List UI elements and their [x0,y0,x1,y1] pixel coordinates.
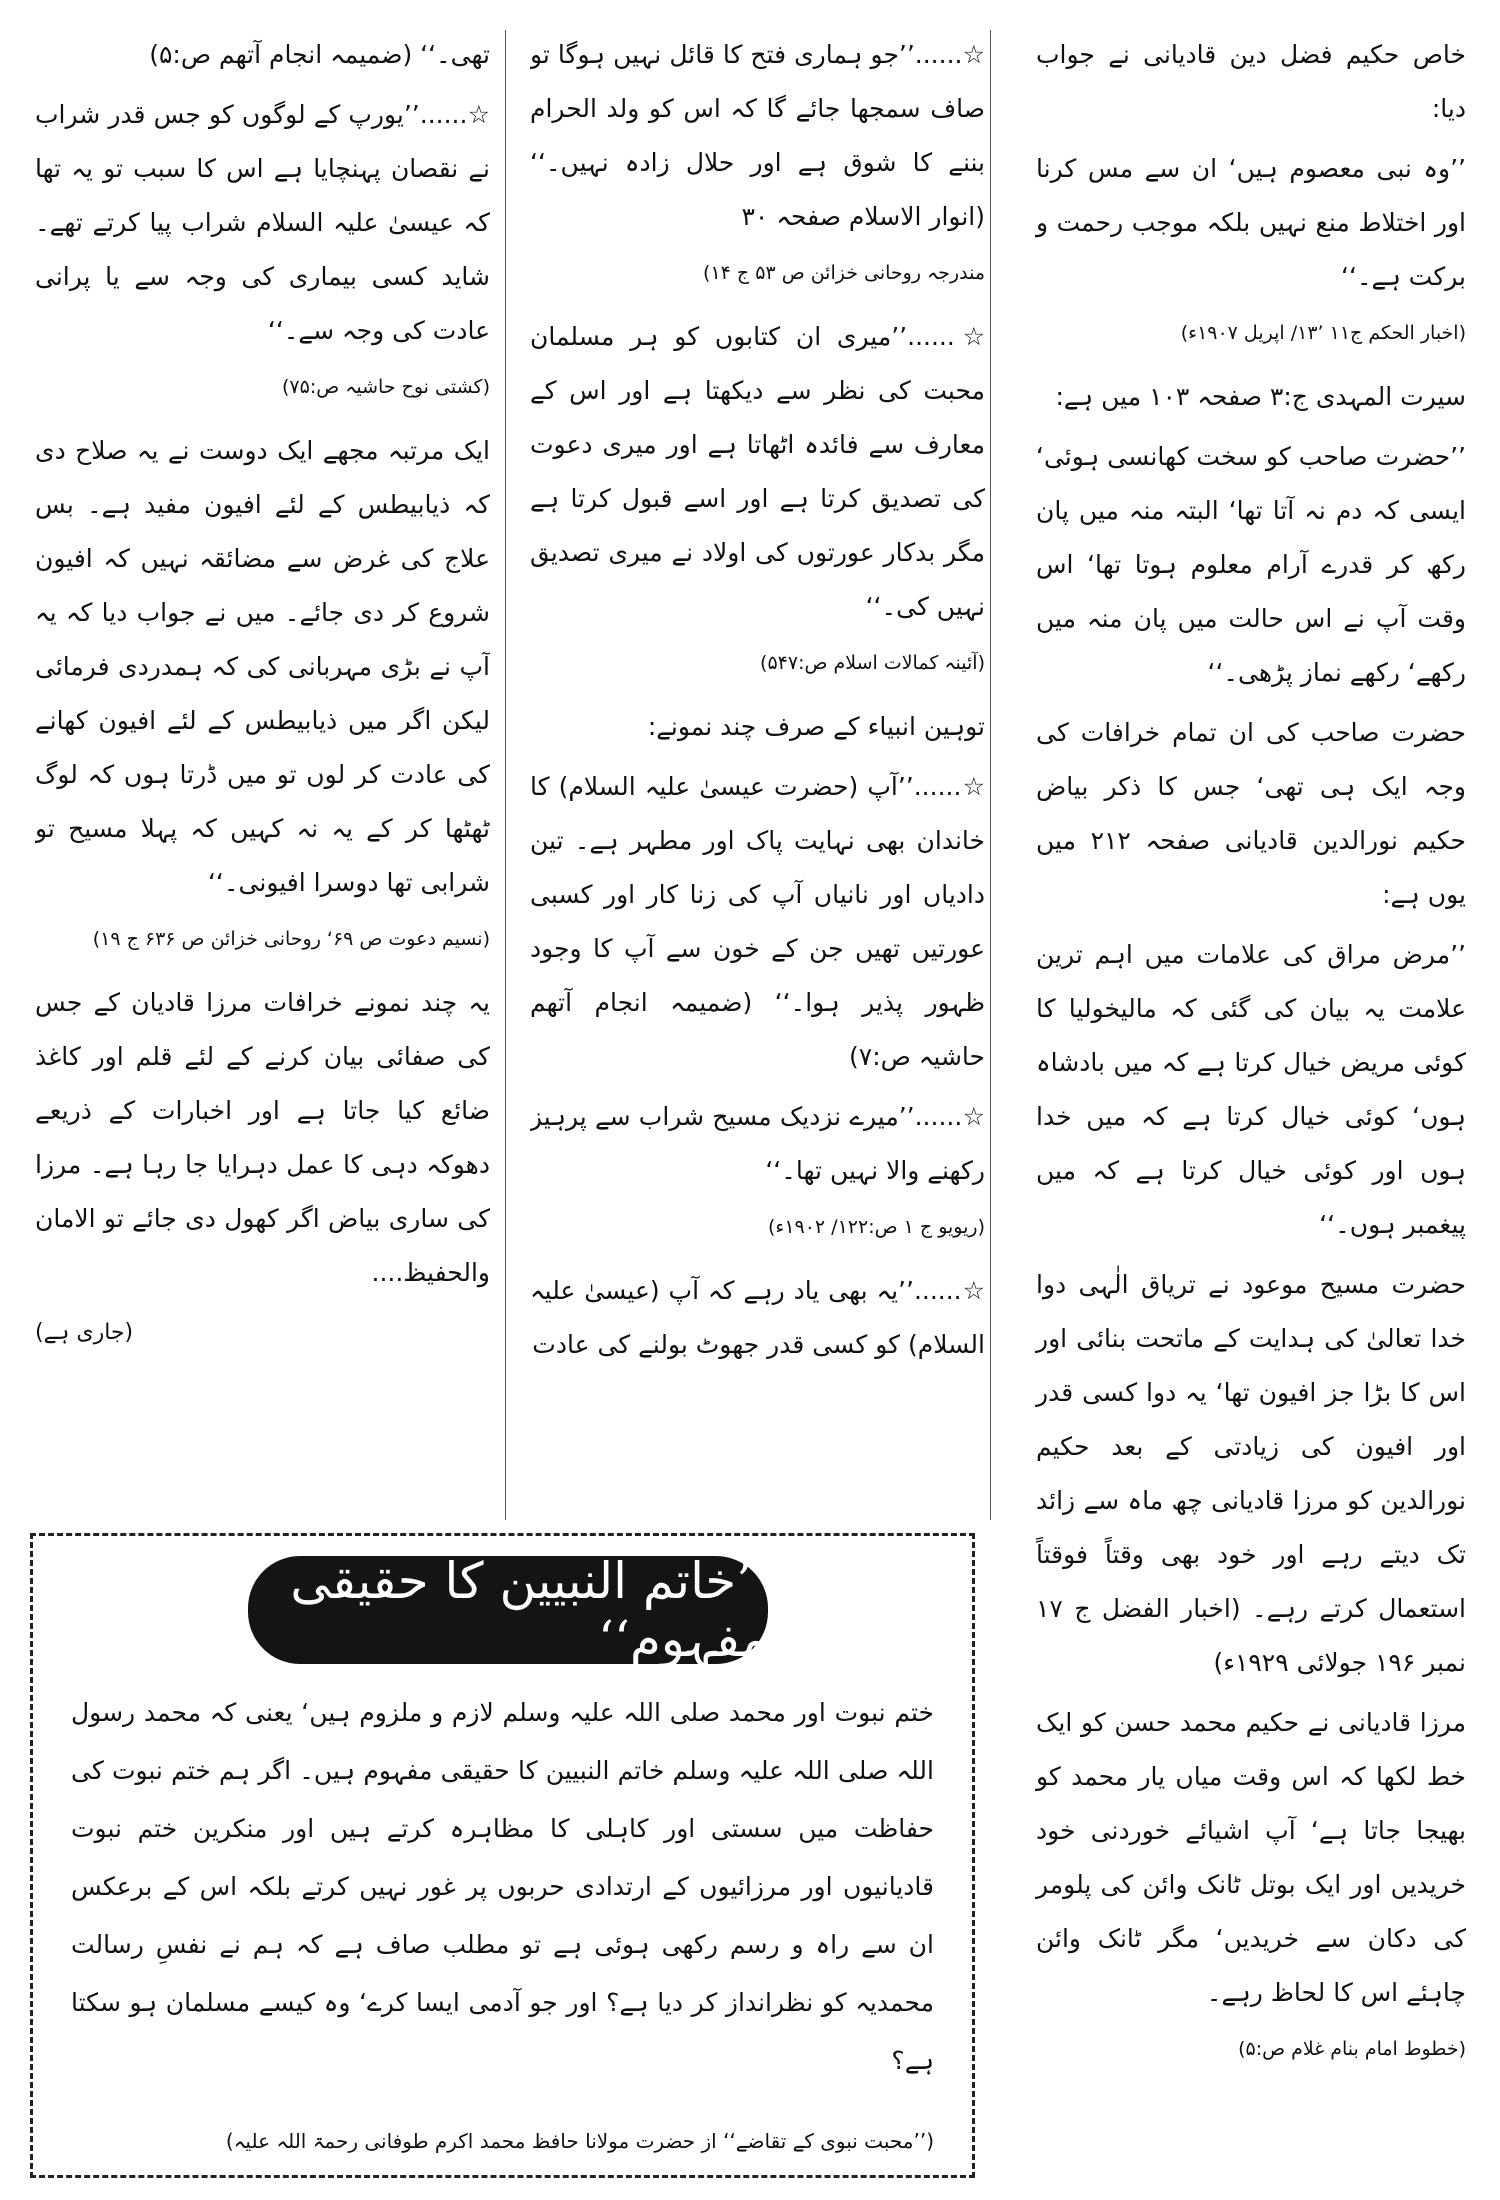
continued-label: (جاری ہے) [35,1320,134,1345]
subheading: توہین انبیاء کے صرف چند نمونے: [647,712,985,741]
box-citation: (’’محبت نبوی کے تقاضے‘‘ از حضرت مولانا حافظ محمد اکرم طوفانی رحمۃ اللہ علیہ) [225,2129,934,2153]
middle-column [530,28,985,1553]
left-column [35,28,490,1553]
citation: (نسیم دعوت ص ۶۹‘ روحانی خزائن ص ۶۳۶ ج ۱۹) [92,928,490,950]
paragraph: حضرت صاحب کی ان تمام خرافات کی وجہ ایک ہی تھی‘ جس کا ذکر بیاض حکیم نورالدین قادیانی صفحہ ۲۱۲ میں یوں ہے: [1036,718,1466,909]
quote: ’’مرض مراق کی علامات میں اہم ترین علامت یہ بیان کی گئی کہ مالیخولیا کا کوئی مریض خیال کرتا ہے کہ میں بادشاہ ہوں‘ کوئی خیال کرتا ہے کہ میں خدا ہوں اور کوئی خیال کرتا ہے کہ میں پیغمبر ہوں۔‘‘ [1036,940,1466,1239]
paragraph: خاص حکیم فضل دین قادیانی نے جواب دیا: [1036,40,1466,123]
column-divider [505,30,506,1520]
paragraph: ایک مرتبہ مجھے ایک دوست نے یہ صلاح دی کہ ذیابیطس کے لئے افیون مفید ہے۔ بس علاج کی غرض سے مضائقہ نہیں کہ افیون شروع کر دی جائے۔ میں نے جواب دیا کہ یہ آپ نے بڑی مہربانی کی کہ ہمدردی فرمائی لیکن اگر میں ذیابیطس کے لئے افیون کھانے کی عادت کر لوں تو میں ڈرتا ہوں کہ لوگ ٹھٹھا کر کے یہ نہ کہیں کہ پہلا مسیح تو شرابی تھا دوسرا افیونی۔‘‘ [35,436,490,897]
citation: (اخبار الحکم ج۱۱ ’۱۳/ اپریل ۱۹۰۷ء) [1180,322,1466,344]
quote: تھی۔‘‘ (ضمیمہ انجام آتھم ص:۵) [149,40,490,69]
quote: ☆......’’یورپ کے لوگوں کو جس قدر شراب نے نقصان پہنچایا ہے اس کا سبب تو یہ تھا کہ عیسیٰ علیہ السلام شراب پیا کرتے تھے۔ شاید کسی بیماری کی وجہ سے یا پرانی عادت کی وجہ سے۔‘‘ [35,100,490,345]
box-title: ’’خاتم النبیین کا حقیقی مفہوم‘‘ [248,1556,768,1664]
quote: ☆......’’جو ہماری فتح کا قائل نہیں ہوگا تو صاف سمجھا جائے گا کہ اس کو ولد الحرام بننے کا شوق ہے اور حلال زادہ نہیں۔‘‘ (انوار الاسلام صفحہ ۳۰ [530,40,985,231]
quote: ☆......’’یہ بھی یاد رہے کہ آپ (عیسیٰ علیہ السلام) کو کسی قدر جھوٹ بولنے کی عادت [530,1276,985,1359]
quote: ☆......’’آپ (حضرت عیسیٰ علیہ السلام) کا خاندان بھی نہایت پاک اور مطہر ہے۔ تین دادیاں اور نانیاں آپ کی زنا کار اور کسبی عورتیں تھیں جن کے خون سے آپ کا وجود ظہور پذیر ہوا۔‘‘ (ضمیمہ انجام آتھم حاشیہ ص:۷) [530,772,985,1071]
quote: ’’حضرت صاحب کو سخت کھانسی ہوئی‘ ایسی کہ دم نہ آتا تھا‘ البتہ منہ میں پان رکھ کر قدرے آرام معلوم ہوتا تھا‘ اس وقت آپ نے اس حالت میں پان منہ میں رکھے‘ رکھے نماز پڑھی۔‘‘ [1036,442,1466,687]
citation: (خطوط امام بنام غلام ص:۵) [1238,2038,1466,2060]
quote: ☆......’’میری ان کتابوں کو ہر مسلمان محبت کی نظر سے دیکھتا ہے اور اس کے معارف سے فائدہ اٹھاتا ہے اور میری دعوت کی تصدیق کرتا ہے اور اسے قبول کرتا ہے مگر بدکار عورتوں کی اولاد نے میری تصدیق نہیں کی۔‘‘ [530,322,985,621]
citation: (کشتی نوح حاشیہ ص:۷۵) [281,376,490,398]
paragraph: مرزا قادیانی نے حکیم محمد حسن کو ایک خط لکھا کہ اس وقت میاں یار محمد کو بھیجا جاتا ہے‘ آپ اشیائے خوردنی خود خریدیں اور ایک بوتل ٹانک وائن کی پلومر کی دکان سے خریدیں‘ مگر ٹانک وائن چاہئے اس کا لحاظ رہے۔ [1036,1708,1466,2007]
box-paragraph: ختم نبوت اور محمد صلی اللہ علیہ وسلم لازم و ملزوم ہیں‘ یعنی کہ محمد رسول اللہ صلی اللہ علیہ وسلم خاتم النبیین کا حقیقی مفہوم ہیں۔ اگر ہم ختم نبوت کی حفاظت میں سستی اور کاہلی کا مظاہرہ کرتے ہیں اور منکرین ختم نبوت قادیانیوں اور مرزائیوں کے ارتدادی حربوں پر غور نہیں کرتے بلکہ اس کے برعکس ان سے راہ و رسم رکھی ہوئی ہے تو مطلب صاف ہے کہ ہم نے نفسِ رسالت محمدیہ کو نظرانداز کر دیا ہے؟ اور جو آدمی ایسا کرے‘ وہ کیسے مسلمان ہو سکتا ہے؟ [71,1698,934,2075]
paragraph: یہ چند نمونے خرافات مرزا قادیان کے جس کی صفائی بیان کرنے کے لئے قلم اور کاغذ ضائع کیا جاتا ہے اور اخبارات کے ذریعے دھوکہ دہی کا عمل دہرایا جا رہا ہے۔ مرزا کی ساری بیاض اگر کھول دی جائے تو الامان والحفیظ.... [35,988,490,1287]
quote: ☆......’’میرے نزدیک مسیح شراب سے پرہیز رکھنے والا نہیں تھا۔‘‘ [530,1102,985,1185]
column-divider [990,30,991,1520]
box-body [71,1684,934,2090]
citation: مندرجہ روحانی خزائن ص ۵۳ ج ۱۴) [703,262,985,284]
paragraph: سیرت المہدی ج:۳ صفحہ ۱۰۳ میں ہے: [1055,382,1466,411]
citation: (آئینہ کمالات اسلام ص:۵۴۷) [760,652,985,674]
citation: (ریویو ج ۱ ص:۱۲۲/ ۱۹۰۲ء) [767,1216,985,1238]
paragraph: حضرت مسیح موعود نے تریاق الٰہی دوا خدا تعالیٰ کی ہدایت کے ماتحت بنائی اور اس کا بڑا جز افیون تھا‘ یہ دوا کسی قدر اور افیون کی زیادتی کے بعد حکیم نورالدین کو مرزا قادیانی چھ ماہ سے زائد تک دیتے رہے اور خود بھی وقتاً فوقتاً استعمال کرتے رہے۔ (اخبار الفضل ج ۱۷ نمبر ۱۹۶ جولائی ۱۹۲۹ء) [1036,1270,1466,1677]
khatam-nabuwwat-box [30,1533,975,2178]
right-column [1036,28,1466,2086]
quote: ’’وہ نبی معصوم ہیں‘ ان سے مس کرنا اور اختلاط منع نہیں بلکہ موجب رحمت و برکت ہے۔‘‘ [1036,154,1466,291]
